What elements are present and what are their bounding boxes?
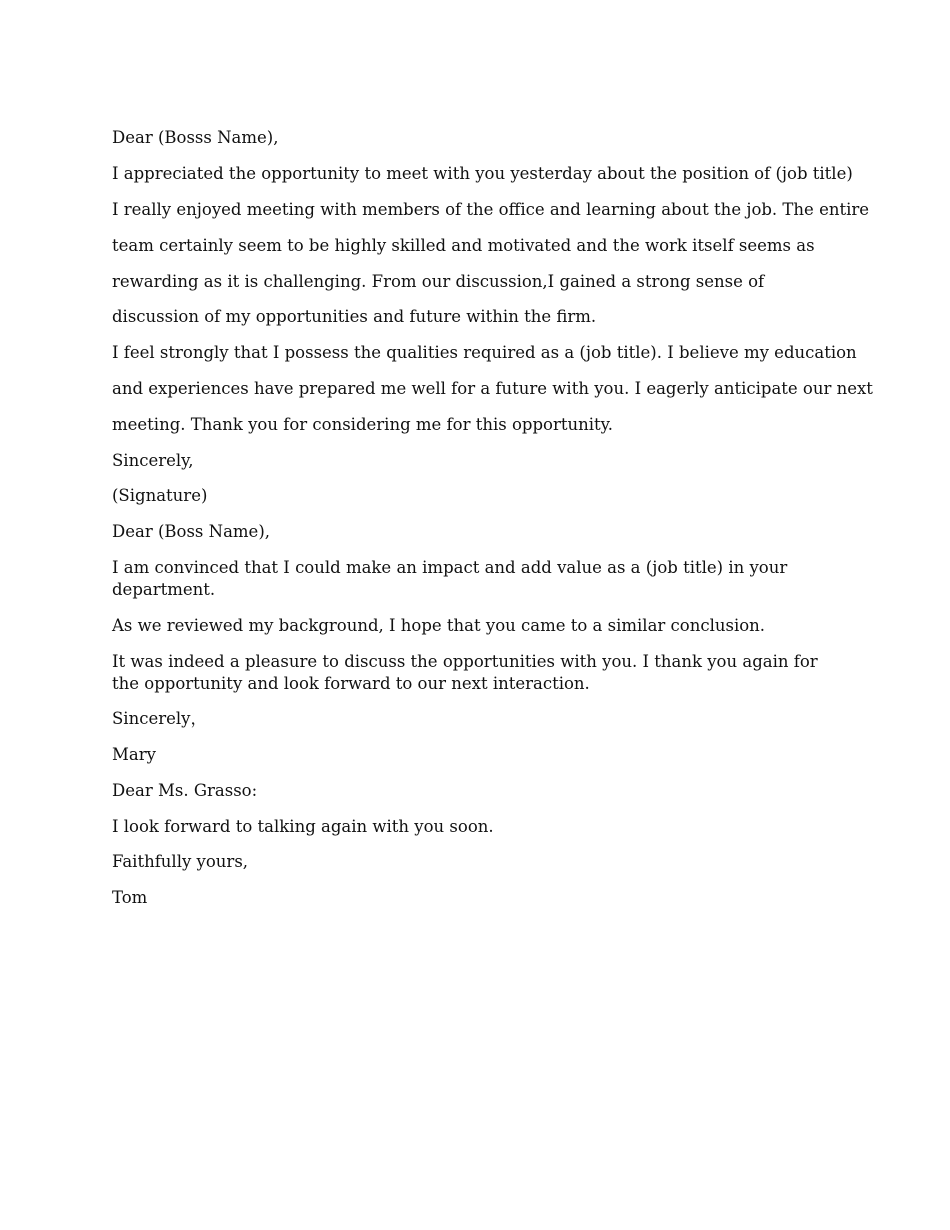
- letter1-salutation: Dear (Bosss Name),: [112, 128, 279, 147]
- letter3-closing: Faithfully yours,: [112, 852, 249, 871]
- letter1-body-line: I feel strongly that I possess the qualities required as a (job title). I believe my education: [112, 343, 857, 362]
- letter1-body-line: team certainly seem to be highly skilled and motivated and the work itself seems as: [112, 236, 815, 255]
- letter1-body-line: discussion of my opportunities and future within the firm.: [112, 307, 597, 326]
- letter2-paragraph: It was indeed a pleasure to discuss the opportunities with you. I thank you again for the opportunity and look forward to our next interaction.: [112, 652, 818, 693]
- letter2-paragraph: I am convinced that I could make an impact and add value as a (job title) in your department.: [112, 558, 788, 599]
- letter2-paragraph: As we reviewed my background, I hope that you came to a similar conclusion.: [112, 616, 766, 635]
- letter3-salutation: Dear Ms. Grasso:: [112, 781, 258, 800]
- letter2-salutation: Dear (Boss Name),: [112, 522, 271, 541]
- letter1-body-line: rewarding as it is challenging. From our discussion,I gained a strong sense of: [112, 272, 765, 291]
- letter2-closing: Sincerely，: [112, 709, 207, 728]
- letter3-signature: Tom: [112, 888, 148, 907]
- letter3-body: I look forward to talking again with you soon.: [112, 817, 494, 836]
- letter1-body-line: I appreciated the opportunity to meet with you yesterday about the position of (job title): [112, 164, 853, 183]
- letter1-body-line: and experiences have prepared me well for a future with you. I eagerly anticipate our next: [112, 379, 873, 398]
- letter1-body-line: I really enjoyed meeting with members of the office and learning about the job. The entire: [112, 200, 870, 219]
- letter2-signature: Mary: [112, 745, 156, 764]
- letter1-body-line: meeting. Thank you for considering me for this opportunity.: [112, 415, 613, 434]
- letter1-signature: (Signature): [112, 486, 208, 505]
- letter1-closing: Sincerely,: [112, 451, 194, 470]
